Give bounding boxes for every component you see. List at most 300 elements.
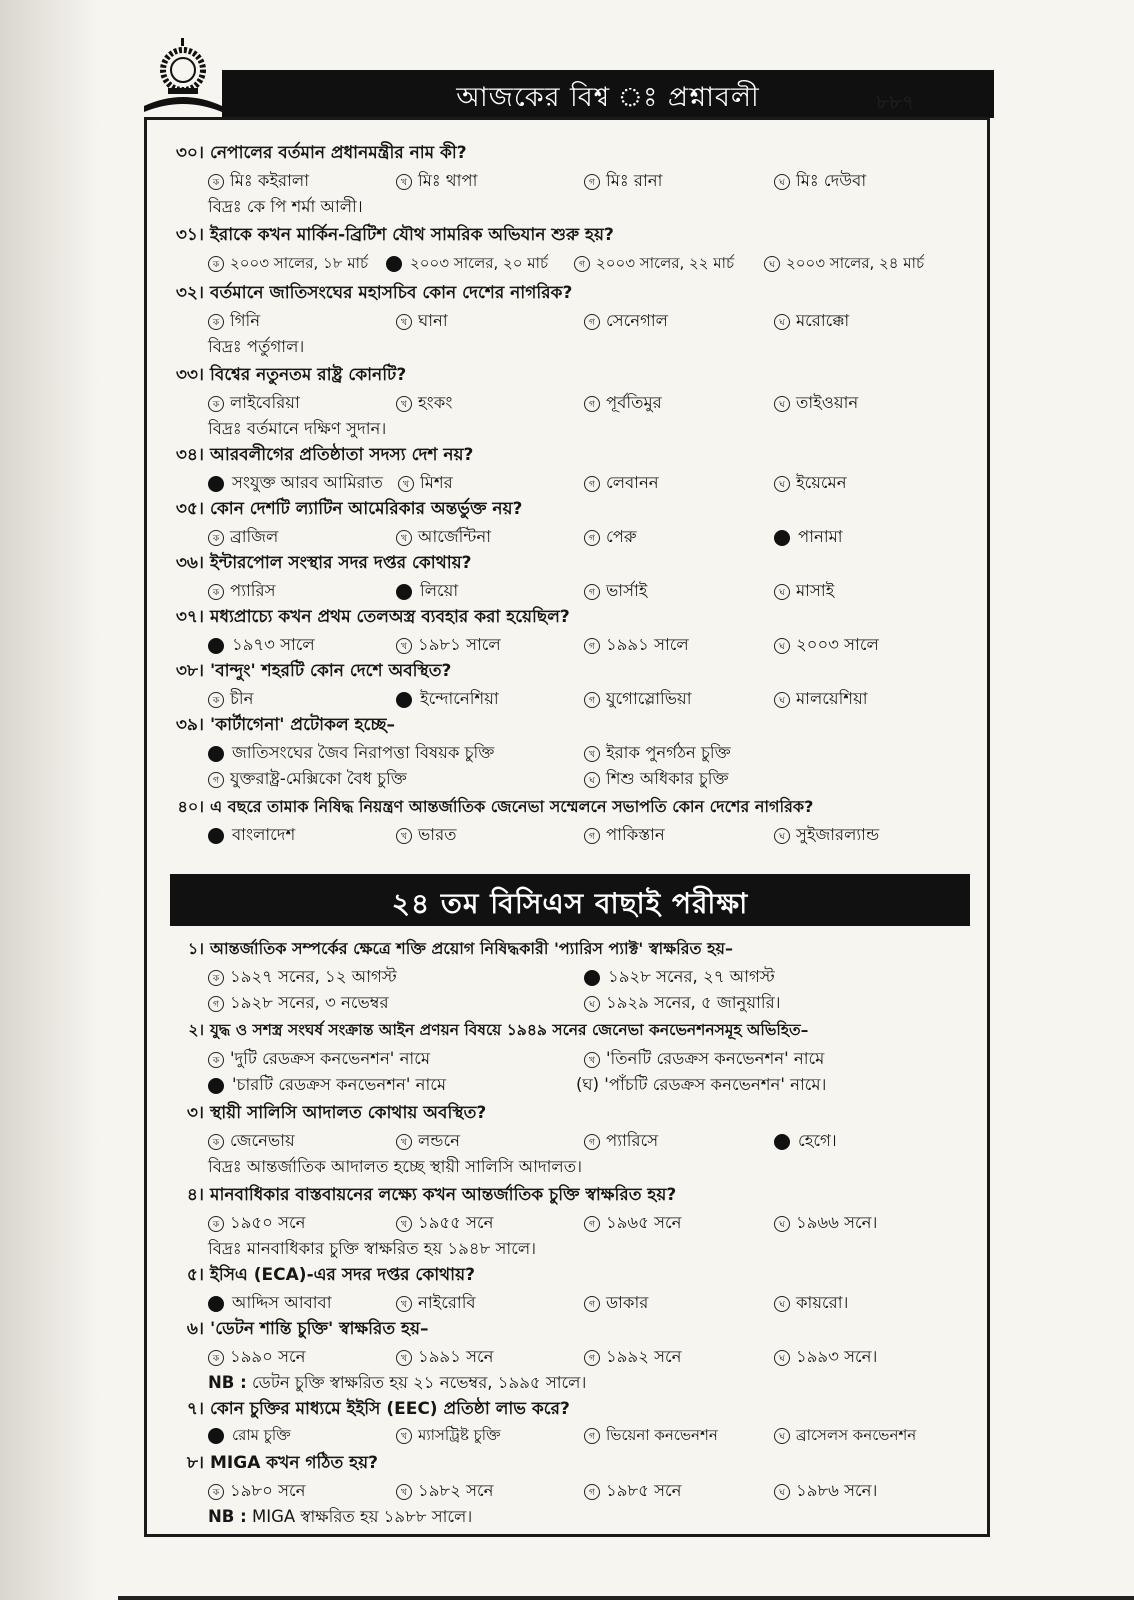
correct-answer-dot [774,530,790,546]
option-marker: ক [208,396,224,412]
question-text: ইরাকে কখন মার্কিন-ব্রিটিশ যৌথ সামরিক অভিযান শুরু হয়? [210,225,614,245]
option-marker: গ [208,996,224,1012]
option-gha [774,1424,916,1449]
option-marker: খ [584,1052,600,1068]
option-gha [774,390,858,417]
option-text: ১৯৯১ সালে [606,635,689,654]
option-ga [208,766,407,793]
option-ka [208,1046,430,1073]
question-text: আন্তর্জাতিক সম্পর্কের ক্ষেত্রে শক্তি প্রয়োগ নিষিদ্ধকারী 'প্যারিস প্যাক্ট' স্বাক্ষরিত হয়– [210,939,733,958]
section-banner [170,874,970,926]
question-40 [148,794,813,821]
option-text: ১৯৫৫ সনে [418,1213,494,1232]
option-marker: ঘ [774,476,790,492]
option-text: চীন [230,689,254,708]
question-number: ৩০। [175,143,204,163]
question-5 [148,1262,475,1290]
option-marker: খ [396,530,412,546]
option-marker: ঘ [774,1216,790,1232]
option-kha [396,1290,476,1317]
option-marker: ঘ [584,772,600,788]
option-text: ১৯৬৫ সনে [606,1213,682,1232]
option-kha [396,524,491,551]
option-ga [584,1210,681,1237]
option-text: ১৯৯১ সনে [418,1347,494,1366]
option-text: ২০০৩ সালে [796,635,879,654]
option-text: সংযুক্ত আরব আমিরাত [232,473,383,492]
option-marker: গ [584,692,600,708]
option-text: জেনেভায় [230,1131,295,1150]
option-marker: ক [208,970,224,986]
option-text: ১৯৯০ সনে [230,1347,306,1366]
option-marker: খ [396,1296,412,1312]
question-number: ৩৪। [175,445,204,465]
question-number: ৩৮। [175,661,204,681]
option-ga-correct [208,1072,446,1099]
question-text: ইসিএ (ECA)-এর সদর দপ্তর কোথায়? [210,1265,475,1285]
option-marker: ক [208,314,224,330]
correct-answer-dot [584,970,600,986]
option-marker: ঘ [774,584,790,600]
option-kha [398,470,453,497]
option-ga [584,524,637,551]
option-text: তাইওয়ান [796,393,859,412]
option-marker: ক [208,692,224,708]
option-ga [584,1290,648,1317]
option-text: মিঃ থাপা [418,171,478,190]
option-ga [584,578,647,605]
correct-answer-dot [208,1078,224,1094]
correct-answer-dot [386,256,402,272]
option-ka [208,168,309,195]
option-ka [208,1128,295,1155]
option-ka [208,390,300,417]
option-text: সুইজারল্যান্ড [796,825,880,844]
option-text: লাইবেরিয়া [230,393,300,412]
correct-answer-dot [208,1296,224,1312]
option-text: মিঃ দেউবা [796,171,867,190]
correct-answer-dot [396,692,412,708]
option-gha [774,1478,877,1505]
option-ga [574,252,734,277]
option-marker: ঘ [774,1484,790,1500]
option-ga [584,168,662,195]
option-marker: গ [584,584,600,600]
option-ga [584,1478,681,1505]
option-gha [774,632,879,659]
question-text: মানবাধিকার বাস্তবায়নের লক্ষ্যে কখন আন্তর্জাতিক চুক্তি স্বাক্ষরিত হয়? [210,1185,677,1205]
option-marker: গ [584,1350,600,1366]
option-gha-correct [774,524,843,551]
option-marker: গ [208,772,224,788]
option-text: রোম চুক্তি [232,1426,291,1444]
option-marker: খ [396,1134,412,1150]
option-ga [584,390,662,417]
question-text: কোন চুক্তির মাধ্যমে ইইসি (EEC) প্রতিষ্ঠা লাভ করে? [210,1399,570,1419]
section-title: ২৪ তম বিসিএস বাছাই পরীক্ষা [391,887,749,920]
question-number: ৩। [186,1103,204,1123]
answer-note: বিদ্রঃ বর্তমানে দক্ষিণ সুদান। [208,419,387,438]
option-marker: গ [584,530,600,546]
option-text: লন্ডনে [418,1131,460,1150]
option-marker: ক [208,174,224,190]
option-ka-correct [208,632,315,659]
option-text: পাকিস্তান [606,825,665,844]
page-bottom-edge [118,1596,1134,1600]
option-marker: খ [396,1350,412,1366]
option-marker: খ [396,828,412,844]
option-text: জাতিসংঘের জৈব নিরাপত্তা বিষয়ক চুক্তি [232,743,495,762]
question-37 [148,604,570,632]
option-text: পেরু [606,527,637,546]
option-text: পানামা [798,527,843,546]
option-marker: ঘ [774,314,790,330]
option-kha [396,1478,493,1505]
option-ka [208,686,253,713]
option-ka-correct [208,1290,332,1317]
option-text: মিশর [420,473,453,492]
option-text: ১৯৫০ সনে [230,1213,306,1232]
option-text: ১৯২৮ সনের, ২৭ আগস্ট [608,967,775,986]
option-gha [764,252,924,277]
option-ga [584,308,668,335]
option-marker: খ [396,1484,412,1500]
option-text: লিয়ো [420,581,459,600]
option-text: আর্জেন্টিনা [418,527,491,546]
option-marker: ক [208,1052,224,1068]
correct-answer-dot [208,476,224,492]
option-marker: ঘ [774,828,790,844]
option-text: হংকং [418,393,453,412]
option-ka [208,1210,305,1237]
option-kha [396,822,457,849]
option-marker: ঘ [774,174,790,190]
option-text: ১৯৮২ সনে [418,1481,494,1500]
option-text: ১৯৬৬ সনে। [796,1213,878,1232]
question-30 [148,140,467,168]
option-text: গিনি [230,311,261,330]
option-marker: ক [208,1350,224,1366]
option-gha [774,168,866,195]
answer-note [208,1504,472,1531]
option-text: 'দুটি রেডক্রস কনভেনশন' নামে [230,1049,430,1068]
option-text: যুক্তরাষ্ট্র-মেক্সিকো বৈধ চুক্তি [230,769,407,788]
option-gha [584,990,781,1017]
correct-answer-dot [208,746,224,762]
question-35 [148,496,522,524]
question-number: ৩৫। [175,499,204,519]
option-ka [208,578,275,605]
option-text: ডাকার [606,1293,649,1312]
option-kha-correct [396,578,458,605]
book-logo-icon [140,36,226,116]
question-text: 'ডেটন শান্তি চুক্তি' স্বাক্ষরিত হয়– [210,1319,429,1339]
option-marker: গ [584,1428,600,1444]
option-ka-correct [208,1424,291,1449]
option-ga [584,1424,718,1449]
question-number: ৩১। [175,225,204,245]
option-kha [396,1128,460,1155]
option-marker: গ [584,314,600,330]
question-text: যুদ্ধ ও সশস্ত্র সংঘর্ষ সংক্রান্ত আইন প্রণয়ন বিষয়ে ১৯৪৯ সনের জেনেভা কনভেনশনসমূহ অভিহিত– [210,1021,809,1039]
option-text: ২০০৩ সালের, ২২ মার্চ [596,254,735,272]
question-number: ৫। [186,1265,204,1285]
option-text: পূর্বতিমুর [606,393,662,412]
question-8 [148,1450,378,1478]
option-text: মরোক্কো [796,311,850,330]
option-marker: খ [584,746,600,762]
option-kha [396,390,452,417]
option-text: ইয়েমেন [796,473,847,492]
option-text: ব্রাজিল [230,527,279,546]
option-ga [584,822,665,849]
option-marker: গ [584,638,600,654]
option-text: ইন্দোনেশিয়া [420,689,499,708]
option-gha-correct [774,1128,837,1155]
option-text: নাইরোবি [418,1293,476,1312]
option-text: মালয়েশিয়া [796,689,868,708]
note-text: MIGA স্বাক্ষরিত হয় ১৯৮৮ সালে। [251,1507,473,1526]
option-text: ব্রাসেলস কনভেনশন [796,1426,917,1444]
option-marker: খ [396,174,412,190]
option-gha [774,822,879,849]
option-text: যুগোস্লোভিয়া [606,689,692,708]
option-kha [584,1046,824,1073]
option-marker: ঘ [774,638,790,654]
option-text: ১৯৯৩ সনে। [796,1347,878,1366]
question-text: নেপালের বর্তমান প্রধানমন্ত্রীর নাম কী? [210,143,467,163]
option-text: ইরাক পুনর্গঠন চুক্তি [606,743,731,762]
option-marker: ঘ [774,1428,790,1444]
option-kha [396,1344,493,1371]
answer-note: বিদ্রঃ আন্তর্জাতিক আদালত হচ্ছে স্থায়ী সালিসি আদালত। [208,1157,582,1176]
option-text: ২০০৩ সালের, ১৮ মার্চ [230,254,369,272]
option-text: প্যারিসে [606,1131,659,1150]
option-gha: (ঘ) 'পাঁচটি রেডক্রস কনভেনশন' নামে। [576,1075,827,1094]
option-text: আদ্দিস আবাবা [232,1293,332,1312]
option-text: ভিয়েনা কনভেনশন [606,1426,718,1444]
option-text: ১৯৭৩ সালে [232,635,315,654]
note-label: NB : [208,1373,247,1392]
option-kha [584,740,731,767]
question-6 [148,1316,429,1344]
question-text: 'বান্দুং' শহরটি কোন দেশে অবস্থিত? [210,661,452,681]
option-text: লেবানন [606,473,659,492]
option-marker: গ [584,1484,600,1500]
option-ka-correct [208,822,295,849]
correct-answer-dot [208,638,224,654]
option-text: সেনেগাল [606,311,668,330]
correct-answer-dot [774,1134,790,1150]
question-text: এ বছরে তামাক নিষিদ্ধ নিয়ন্ত্রণ আন্তর্জাতিক জেনেভা সম্মেলনে সভাপতি কোন দেশের নাগরিক? [210,797,814,816]
option-ka [208,308,260,335]
option-marker: ঘ [774,692,790,708]
option-marker: গ [584,1216,600,1232]
question-number: ৭। [186,1399,204,1419]
option-ka-correct [208,470,383,497]
question-number: ৪। [186,1185,204,1205]
option-marker: ক [208,1134,224,1150]
option-text: ১৯৮৫ সনে [606,1481,682,1500]
option-ka [208,1344,305,1371]
option-text: শিশু অধিকার চুক্তি [606,769,729,788]
option-ga [584,1344,681,1371]
question-text: স্থায়ী সালিসি আদালত কোথায় অবস্থিত? [210,1103,487,1123]
option-text: মিঃ কইরালা [230,171,309,190]
question-2 [148,1018,808,1044]
question-number: ৩৬। [175,553,204,573]
option-text: ম্যাসট্রিষ্ট চুক্তি [418,1426,501,1444]
option-text: ১৯২৮ সনের, ৩ নভেম্বর [230,993,389,1012]
option-marker: গ [574,256,590,272]
option-marker: খ [396,314,412,330]
question-38 [148,658,451,686]
correct-answer-dot [208,828,224,844]
question-number: ৩৭। [175,607,204,627]
question-36 [148,550,472,578]
option-marker: ঘ [764,256,780,272]
option-kha [396,1424,501,1449]
answer-note [208,1370,586,1397]
question-number: ৮। [186,1453,204,1473]
option-text: ভারত [418,825,457,844]
option-text: প্যারিস [230,581,276,600]
question-33 [148,362,406,390]
option-ka [208,524,278,551]
option-kha [396,632,501,659]
page-title: আজকের বিশ্ব ঃ প্রশ্নাবলী [456,82,760,113]
question-number: ৩২। [175,283,204,303]
option-marker: গ [584,828,600,844]
option-marker: ঘ [774,1296,790,1312]
option-gha [774,1210,877,1237]
option-ga [584,686,692,713]
option-text: ১৯২৭ সনের, ১২ আগস্ট [230,967,397,986]
option-marker: ঘ [584,996,600,1012]
option-kha-correct [386,252,548,277]
option-ga [584,1128,658,1155]
question-3 [148,1100,486,1128]
option-marker: গ [584,396,600,412]
option-marker: গ [584,1296,600,1312]
question-text: বর্তমানে জাতিসংঘের মহাসচিব কোন দেশের নাগরিক? [210,283,573,303]
page-number: ৮৮৭ [876,90,915,114]
option-marker: খ [396,638,412,654]
option-gha [774,578,834,605]
option-text: মিঃ রানা [606,171,663,190]
question-text: বিশ্বের নতুনতম রাষ্ট্র কোনটি? [210,365,407,385]
question-number: ৪০। [177,797,204,816]
question-number: ১। [187,939,204,958]
option-text: ১৯৮১ সালে [418,635,501,654]
option-text: 'চারটি রেডক্রস কনভেনশন' নামে [232,1075,447,1094]
question-34 [148,442,473,470]
correct-answer-dot [396,584,412,600]
option-ga [584,632,689,659]
option-marker: ক [208,1216,224,1232]
option-marker: গ [584,476,600,492]
option-text: মাসাই [796,581,835,600]
option-gha [774,1344,877,1371]
option-marker: ক [208,530,224,546]
option-text: ১৯৮০ সনে [230,1481,306,1500]
option-ka [208,252,368,277]
note-text: ডেটন চুক্তি স্বাক্ষরিত হয় ২১ নভেম্বর, ১৯৯৫ সালে। [251,1373,587,1392]
question-39 [148,712,395,740]
option-ka-correct [208,740,494,767]
option-marker: খ [396,1428,412,1444]
question-number: ২। [188,1021,204,1039]
option-text: ঘানা [418,311,448,330]
option-gha [774,470,847,497]
option-text: হেগে। [798,1131,837,1150]
question-31 [148,222,614,250]
option-text: ১৯৯২ সনে [606,1347,682,1366]
option-gha [774,308,849,335]
option-text: বাংলাদেশ [232,825,296,844]
question-number: ৩৯। [175,715,204,735]
option-marker: ক [208,256,224,272]
answer-note: বিদ্রঃ কে পি শর্মা আলী। [208,197,363,216]
option-text: ভার্সাই [606,581,648,600]
option-marker: ঘ [774,1350,790,1366]
option-kha-correct [396,686,499,713]
option-ka [208,1478,305,1505]
answer-note: বিদ্রঃ পর্তুগাল। [208,337,305,356]
question-text: MIGA কখন গঠিত হয়? [210,1453,378,1473]
question-text: 'কার্টাগেনা' প্রটোকল হচ্ছে– [210,715,395,735]
option-marker: ক [208,1484,224,1500]
option-marker: খ [396,1216,412,1232]
option-ga [584,470,659,497]
option-kha [396,168,477,195]
option-text: ১৯২৯ সনের, ৫ জানুয়ারি। [606,993,781,1012]
page-gutter [0,0,100,1600]
question-4 [148,1182,676,1210]
answer-note: বিদ্রঃ মানবাধিকার চুক্তি স্বাক্ষরিত হয় ১৯৪৮ সালে। [208,1239,537,1258]
option-text: ২০০৩ সালের, ২০ মার্চ [410,254,549,272]
option-marker: গ [584,1134,600,1150]
question-text: আরবলীগের প্রতিষ্ঠাতা সদস্য দেশ নয়? [210,445,474,465]
question-text: কোন দেশটি ল্যাটিন আমেরিকার অন্তর্ভুক্ত নয়? [210,499,523,519]
question-1 [148,936,733,963]
question-text: ইন্টারপোল সংস্থার সদর দপ্তর কোথায়? [210,553,472,573]
option-kha [396,1210,493,1237]
option-kha-correct [584,964,775,991]
option-ka [208,964,397,991]
option-text: ১৯৮৬ সনে। [796,1481,878,1500]
question-number: ৩৩। [175,365,204,385]
option-marker: ক [208,584,224,600]
option-gha [774,686,868,713]
option-text: ২০০৩ সালের, ২৪ মার্চ [786,254,925,272]
note-label: NB : [208,1507,247,1526]
option-marker: খ [398,476,414,492]
question-text: মধ্যপ্রাচ্যে কখন প্রথম তেলঅস্ত্র ব্যবহার করা হয়েছিল? [210,607,570,627]
option-marker: গ [584,174,600,190]
question-number: ৬। [186,1319,204,1339]
option-gha [774,1290,848,1317]
option-marker: ঘ [774,396,790,412]
question-32 [148,280,572,308]
option-text: 'তিনটি রেডক্রস কনভেনশন' নামে [606,1049,825,1068]
option-marker: খ [396,396,412,412]
question-7 [148,1396,570,1424]
correct-answer-dot [208,1428,224,1444]
option-ga [208,990,389,1017]
option-gha [584,766,729,793]
option-kha [396,308,448,335]
